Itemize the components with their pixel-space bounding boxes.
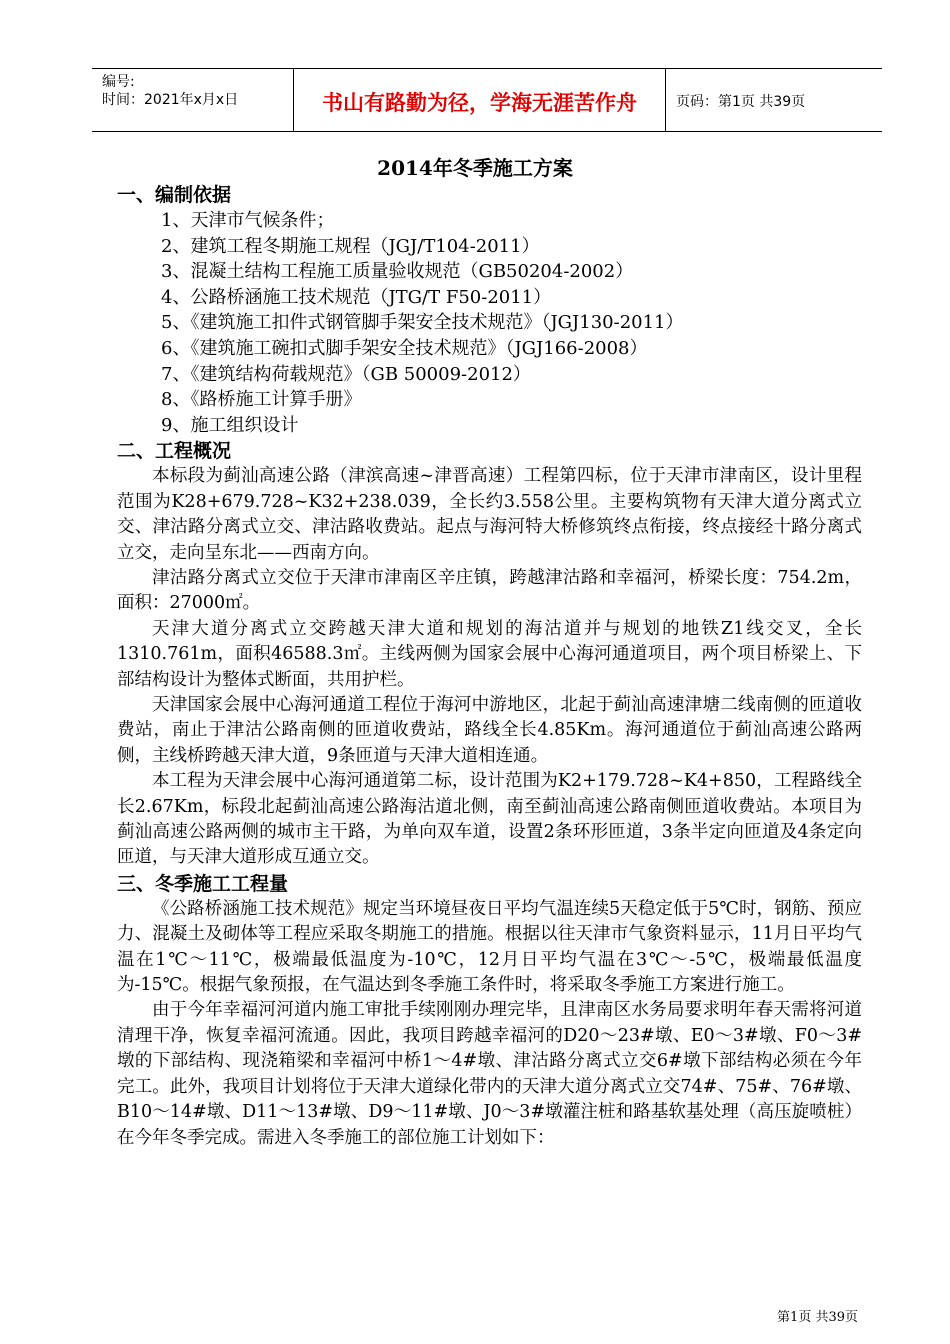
page-header xyxy=(92,68,882,132)
header-meta-cell xyxy=(92,69,294,131)
basis-item: 6、《建筑施工碗扣式脚手架安全技术规范》（JGJ166-2008） xyxy=(161,337,648,359)
overview-paragraph: 天津大道分离式立交跨越天津大道和规划的海沽道并与规划的地铁Z1线交叉，全长1310.761m，面积46588.3㎡。主线两侧为国家会展中心海河通道项目，两个项目桥梁上、下部结构设计为整体式断面，共用护栏。 xyxy=(117,618,862,690)
basis-item: 9、施工组织设计 xyxy=(161,414,299,436)
basis-item: 2、建筑工程冬期施工规程（JGJ/T104-2011） xyxy=(161,235,540,257)
document-time-label: 时间：2021年x月x日 xyxy=(102,92,239,108)
basis-item: 1、天津市气候条件； xyxy=(161,210,335,231)
overview-paragraph: 本标段为蓟汕高速公路（津滨高速~津晋高速）工程第四标，位于天津市津南区，设计里程范围为K28+679.728~K32+238.039，全长约3.558公里。主要构筑物有天津大道分离式立交、津沽路分离式立交、津沽路收费站。起点与海河特大桥修筑终点衔接，终点接经十路分离式立交，走向呈东北——西南方向。 xyxy=(117,466,862,563)
document-title: 2014年冬季施工方案 xyxy=(377,156,573,180)
overview-paragraph: 津沽路分离式立交位于天津市津南区辛庄镇，跨越津沽路和幸福河，桥梁长度：754.2m，面积：27000㎡。 xyxy=(117,567,862,614)
basis-item: 5、《建筑施工扣件式钢管脚手架安全技术规范》（JGJ130-2011） xyxy=(161,312,684,334)
basis-item: 4、公路桥涵施工技术规范（JTG/T F50-2011） xyxy=(161,286,552,308)
section-heading-overview: 二、工程概况 xyxy=(117,440,232,463)
document-number-label: 编号: xyxy=(102,74,135,90)
page-footer: 第1页 共39页 xyxy=(777,1310,858,1325)
overview-paragraph: 天津国家会展中心海河通道工程位于海河中游地区，北起于蓟汕高速津塘二线南侧的匝道收费站，南止于津沽公路南侧的匝道收费站，路线全长4.85Km。海河通道位于蓟汕高速公路两侧，主线桥跨越天津大道，9条匝道与天津大道相连通。 xyxy=(117,695,862,766)
basis-list xyxy=(117,208,862,438)
basis-item: 7、《建筑结构荷载规范》（GB 50009-2012） xyxy=(161,363,531,385)
quantity-paragraph: 由于今年幸福河河道内施工审批手续刚刚办理完毕，且津南区水务局要求明年春天需将河道清理干净，恢复幸福河流通。因此，我项目跨越幸福河的D20～23#墩、E0～3#墩、F0～3#墩的下部结构、现浇箱梁和幸福河中桥1～4#墩、津沽路分离式立交6#墩下部结构必须在今年完工。此外，我项目计划将位于天津大道绿化带内的天津大道分离式立交74#、75#、76#墩、B10～14#墩、D11～13#墩、D9～11#墩、J0～3#墩灌注桩和路基软基处理（高压旋喷桩）在今年冬季完成。需进入冬季施工的部位施工计划如下： xyxy=(117,1000,862,1148)
header-page-info: 页码：第1页 共39页 xyxy=(676,94,806,110)
quantity-paragraph: 《公路桥涵施工技术规范》规定当环境昼夜日平均气温连续5天稳定低于5℃时，钢筋、预应力、混凝土及砌体等工程应采取冬期施工的措施。根据以往天津市气象资料显示，11月日平均气温在1℃～11℃，极端最低温度为-10℃，12月日平均气温在3℃～-5℃，极端最低温度为-15℃。根据气象预报，在气温达到冬季施工条件时，将采取冬季施工方案进行施工。 xyxy=(117,898,862,996)
section-heading-basis: 一、编制依据 xyxy=(117,184,232,206)
header-page-cell xyxy=(666,69,882,131)
document-body xyxy=(117,182,862,1151)
basis-item: 8、《路桥施工计算手册》 xyxy=(161,389,362,411)
basis-item: 3、混凝土结构工程施工质量验收规范（GB50204-2002） xyxy=(161,261,634,283)
header-motto-cell xyxy=(294,69,666,131)
header-motto: 书山有路勤为径，学海无涯苦作舟 xyxy=(322,91,637,115)
overview-paragraph: 本工程为天津会展中心海河通道第二标，设计范围为K2+179.728~K4+850，工程路线全长2.67Km，标段北起蓟汕高速公路海沽道北侧，南至蓟汕高速公路南侧匝道收费站。本项目为蓟汕高速公路两侧的城市主干路，为单向双车道，设置2条环形匝道，3条半定向匝道及4条定向匝道，与天津大道形成互通立交。 xyxy=(117,771,862,868)
section-heading-quantity: 三、冬季施工工程量 xyxy=(117,872,289,895)
